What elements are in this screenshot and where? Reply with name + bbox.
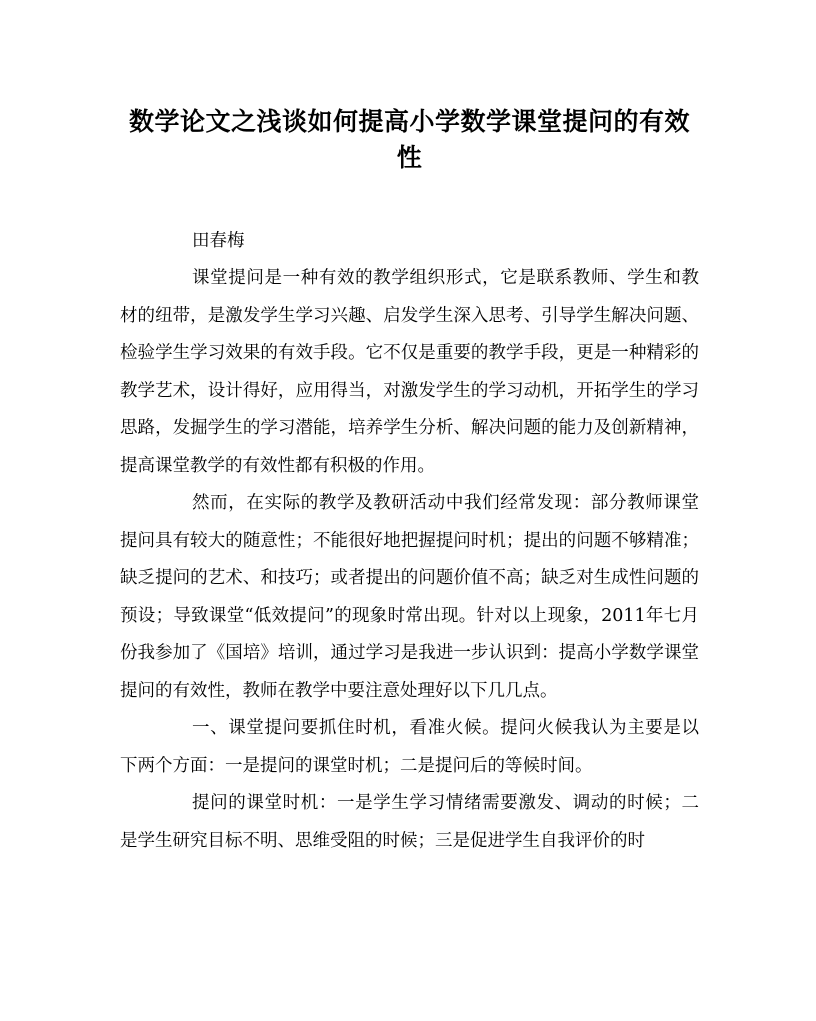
- author-name: 田春梅: [192, 231, 245, 251]
- paragraph-section-one: 一、课堂提问要抓住时机，看准火候。提问火候我认为主要是以下两个方面：一是提问的课堂时机；二是提问后的等候时间。: [120, 718, 699, 776]
- paragraph-timing: 提问的课堂时机：一是学生学习情绪需要激发、调动的时候；二是学生研究目标不明、思维受阻的时候；三是促进学生自我评价的时: [120, 793, 699, 851]
- document-title: 数学论文之浅谈如何提高小学数学课堂提问的有效性: [128, 107, 690, 172]
- paragraph-intro: 课堂提问是一种有效的教学组织形式，它是联系教师、学生和教材的纽带，是激发学生学习兴趣、启发学生深入思考、引导学生解决问题、检验学生学习效果的有效手段。它不仅是重要的教学手段，更是一种精彩的教学艺术，设计得好，应用得当，对激发学生的学习动机，开拓学生的学习思路，发掘学生的学习潜能，培养学生分析、解决问题的能力及创新精神，提高课堂教学的有效性都有积极的作用。: [120, 268, 699, 476]
- paragraph-problems: 然而，在实际的教学及教研活动中我们经常发现：部分教师课堂提问具有较大的随意性；不能很好地把握提问时机；提出的问题不够精准；缺乏提问的艺术、和技巧；或者提出的问题价值不高；缺乏对生成性问题的预设；导致课堂“低效提问”的现象时常出现。针对以上现象，2011年七月份我参加了《国培》培训，通过学习是我进一步认识到：提高小学数学课堂提问的有效性，教师在教学中要注意处理好以下几几点。: [120, 493, 699, 701]
